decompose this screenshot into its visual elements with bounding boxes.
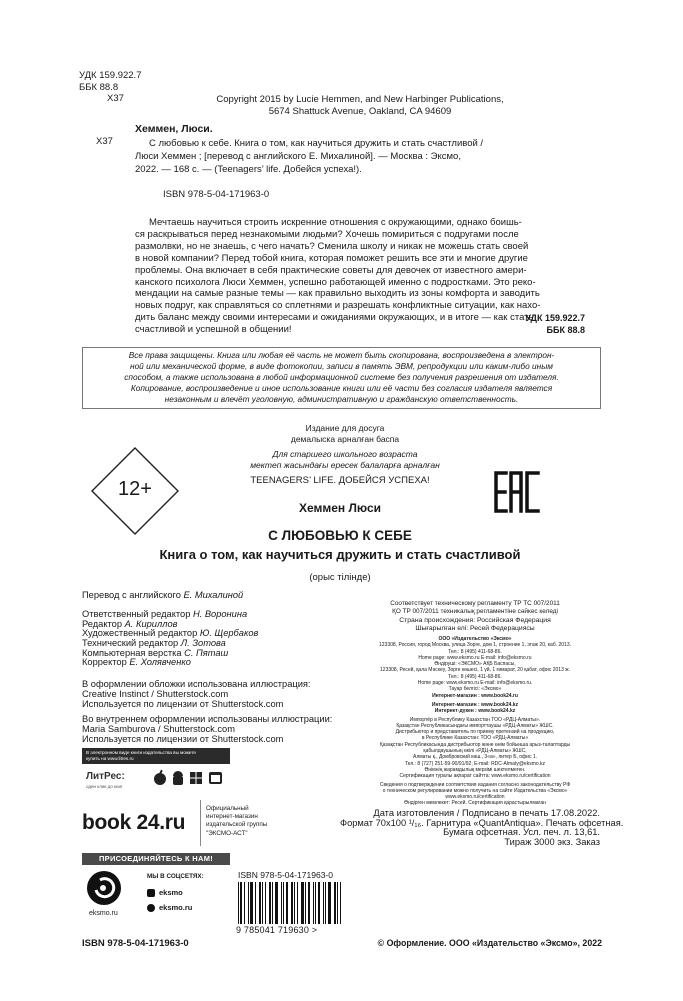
- cover-illus-line: В оформлении обложки использована иллюстрация:: [82, 679, 311, 689]
- eac-mark: [494, 467, 542, 517]
- book-title: С ЛЮБОВЬЮ К СЕБЕ: [268, 528, 412, 543]
- age-rating-badge: [90, 446, 180, 536]
- certification-block: [350, 600, 600, 633]
- plus-icon: [147, 904, 155, 912]
- credit-line: [82, 591, 258, 601]
- biblio-line: 2022. — 168 с. — (Teenagers’ life. Добейся успеха!).: [135, 164, 362, 175]
- isbn-biblio: ISBN 978-5-04-171963-0: [163, 189, 270, 200]
- book24-desc-line: издательской группы: [206, 821, 268, 829]
- cert-line: ҚО ТР 007/2011 техникалық регламентіне сәйкес келеді: [392, 607, 558, 615]
- barcode-bar: [334, 882, 336, 924]
- leisure-note: [240, 423, 450, 445]
- publisher-line: Өндіруші: «ЭКСМО» АҚБ Баспасы,: [434, 661, 516, 668]
- print-info: [340, 808, 624, 848]
- social-list: [147, 885, 192, 915]
- barcode: [238, 882, 348, 924]
- leisure-line: демалыска арналған баспа: [290, 434, 400, 444]
- cover-illus-line: Используется по лицензии от Shutterstock.com: [82, 698, 284, 709]
- copyright-line: Copyright 2015 by Lucie Hemmen, and New Harbinger Publications,: [216, 94, 504, 105]
- udk-top: УДК 159.922.7: [79, 70, 142, 81]
- credits: [82, 591, 258, 668]
- annotation-line: Мечтаешь научиться строить искренние отношения с окружающими, однако боишь-: [149, 217, 522, 228]
- publisher-line: Home page: www.eksmo.ru E-mail: info@eksmo.ru.: [417, 680, 533, 687]
- annotation-line: проблемы. Она включает в себя практические советы для девочек от известного амери-: [135, 264, 527, 276]
- annotation-line: мендации на самые разные темы — как правильно выходить из зоны комфорта и заводить: [135, 288, 540, 300]
- cert-line: Шығарылған елі: Ресей Федерациясы: [415, 625, 535, 633]
- annotation-line: новых подруг, как справляться со сплетнями и разрешать конфликтные ситуации, как нахо-: [135, 300, 541, 312]
- publisher-line: Өндірген мемлекет: Ресей. Сертификация қарастырылмаған: [404, 800, 546, 807]
- book24-logo[interactable]: book 24.ru: [82, 811, 186, 834]
- barcode-bar: [265, 882, 266, 924]
- author-name: Хеммен Люси: [298, 501, 382, 515]
- litres-tagline: один клик до книг: [86, 784, 123, 789]
- barcode-bar: [291, 882, 293, 924]
- litres-logo[interactable]: ЛитРес:: [86, 771, 125, 782]
- barcode-bar: [255, 882, 256, 924]
- publisher-line: Алматы қ., Домбровский көш., 3«а», литер Б, офис 1.: [412, 754, 538, 761]
- age-note-line: мектеп жасындағы ересек балаларға арналған: [250, 460, 440, 470]
- copyright-line: 5674 Shattuck Avenue, Oakland, CA 94609: [268, 105, 452, 117]
- annotation-line: счастливой и успешной в общении!: [135, 324, 292, 336]
- print-info-line: Дата изготовления / Подписано в печать 17.08.2022.: [373, 808, 600, 818]
- browser-icon[interactable]: [209, 772, 222, 784]
- barcode-bar: [250, 882, 253, 924]
- publisher-line: Тел.: 8 (495) 411-68-86.: [448, 648, 502, 655]
- inner-illustration-credit: [82, 715, 332, 744]
- cover-illus-line: Creative Instinct / Shutterstock.com: [82, 688, 229, 699]
- credit-name: Ю. Щербаков: [199, 628, 259, 639]
- publisher-line: Сертификация туралы ақпарат сайтта: www.eksmo.ru/certification: [399, 773, 551, 780]
- ebook-line: В электронном виде книги издательства вы можете: [86, 750, 196, 755]
- barcode-bar: [308, 882, 310, 924]
- publisher-line: 123308, Россия, город Москва, улица Зорге, дом 1, строение 1, этаж 20, каб. 2013.: [379, 642, 571, 649]
- barcode-bar: [325, 882, 326, 924]
- barcode-bar: [286, 882, 288, 924]
- barcode-bar: [337, 882, 338, 924]
- publisher-line: Қазақстан Республикасында дистрибьютор және өнім бойынша арыз-талаптарды: [379, 741, 571, 748]
- annotation-line: размолвки, но не знаешь, с чего начать? Сменила школу и никак не можешь стать своей: [135, 240, 529, 252]
- social-item-site[interactable]: [147, 900, 192, 915]
- book24-desc-line: "ЭКСМО-АСТ": [206, 829, 248, 837]
- barcode-bar: [340, 882, 341, 924]
- publisher-line: Қазақстан Республикасындағы импорттаушы «РДЦ-Алматы» ЖШС.: [396, 722, 554, 729]
- rights-line: ной или механической форме, в виде фотокопии, записи в память ЭВМ, репродукции или каким-либо иным: [130, 361, 553, 371]
- publisher-line: Интернет-магазин : www.book24.ru: [432, 692, 518, 699]
- publisher-line: Home page: www.eksmo.ru E-mail: info@eksmo.ru: [418, 654, 532, 661]
- inner-illus-line: Maria Samburova / Shutterstock.com: [82, 723, 235, 734]
- credit-label: Ответственный редактор: [82, 609, 193, 620]
- barcode-bar: [318, 882, 320, 924]
- barcode-bar: [297, 882, 298, 924]
- barcode-bar: [244, 882, 245, 924]
- language-note: (орыс тілінде): [309, 572, 371, 583]
- annotation-line: дить баланс между своими интересами и ожиданиями окружающих, и в итоге — как стать: [135, 312, 534, 324]
- barcode-bar: [301, 882, 304, 924]
- publisher-line: ООО «Издательство «Эксмо»: [438, 636, 512, 642]
- barcode-bar: [272, 882, 273, 924]
- bbk-bottom: ББК 88.8: [546, 324, 585, 335]
- book24-desc-line: Официальный: [206, 805, 249, 812]
- social-site-label[interactable]: eksmo.ru: [159, 903, 193, 912]
- age-note-line: Для старшего школьного возраста: [272, 449, 418, 459]
- cert-line: Соответствует техническому регламенту ТР ТС 007/2011: [390, 600, 560, 607]
- barcode-bar: [328, 882, 331, 924]
- barcode-bar: [259, 882, 261, 924]
- cert-line: Страна происхождения: Российская Федерация: [399, 617, 551, 625]
- copyright-block: [160, 94, 560, 117]
- catalog-codes-bottom: [480, 313, 585, 336]
- barcode-bar: [313, 882, 314, 924]
- vk-icon: [147, 889, 155, 897]
- android-icon[interactable]: [173, 771, 183, 785]
- annotation-line: в новой компании? Перед тобой книга, которая поможет решить все эти и многие другие: [135, 252, 528, 264]
- book24-desc-line: интернет-магазин: [206, 813, 258, 821]
- ebook-line: купить на www.litres.ru: [86, 756, 134, 761]
- isbn-barcode: ISBN 978-5-04-171963-0: [238, 870, 333, 880]
- rights-line: незаконным и влечёт уголовную, административную и гражданскую ответственность.: [164, 394, 519, 404]
- code-x37-side: Х37: [96, 136, 113, 147]
- publisher-line: Сведения о подтверждении соответствия издания согласно законодательству РФ: [379, 781, 571, 788]
- leisure-line: Издание для досуга: [305, 423, 385, 433]
- credit-name: А. Кириллов: [124, 618, 178, 629]
- book24-description: [206, 805, 267, 838]
- barcode-bars: [238, 882, 348, 924]
- rights-line: Копирование, воспроизведение и иное использование книги или её части без согласия издателя является: [130, 383, 553, 393]
- windows-icon[interactable]: [190, 772, 202, 784]
- social-item-vk[interactable]: [147, 885, 192, 900]
- publisher-line: Тауар белгісі: «Эксмо»: [448, 686, 502, 693]
- publisher-line: о техническом регулировании можно получить на сайте Издательства «Эксмо»: [382, 787, 568, 794]
- barcode-digits: 9 785041 719630 >: [236, 925, 318, 935]
- print-info-line: Бумага офсетная. Усл. печ. л. 13,61.: [443, 827, 600, 838]
- bibliographic-description: [135, 137, 483, 176]
- credit-name: С. Пяташ: [184, 647, 229, 658]
- credit-name: Л. Зотова: [180, 637, 226, 648]
- barcode-bar: [275, 882, 278, 924]
- bbk-top: ББК 88.8: [79, 81, 119, 93]
- print-info-line: Тираж 3000 экз. Заказ: [504, 837, 600, 848]
- barcode-bar: [305, 882, 306, 924]
- cover-illustration-credit: [82, 680, 311, 709]
- credit-name: Е. Холявченко: [129, 657, 191, 668]
- social-heading: МЫ В СОЦСЕТЯХ:: [147, 873, 204, 880]
- inner-illus-line: Используется по лицензии от Shutterstock.com: [82, 733, 284, 744]
- credit-name: Н. Воронина: [192, 609, 248, 620]
- age-note: [230, 449, 460, 471]
- udk-bottom: УДК 159.922.7: [525, 313, 585, 323]
- annotation-line: ся раскрываться перед незнакомыми людьми? Хочешь помириться с подругами после: [135, 228, 519, 240]
- barcode-bar: [269, 882, 271, 924]
- author-heading: Хеммен, Люси.: [135, 123, 213, 135]
- book24-logo-box[interactable]: [82, 800, 201, 846]
- apple-icon[interactable]: [154, 770, 166, 785]
- credit-label: Редактор: [82, 618, 125, 629]
- rights-line: способом, а также использована в любой информационной системе без получения разрешения от издателя.: [124, 372, 559, 382]
- print-info-line: Формат 70x100 ¹/₁₆. Гарнитура «QuantAntiqua». Печать офсетная.: [340, 817, 624, 828]
- barcode-bar: [262, 882, 263, 924]
- eksmo-site[interactable]: eksmo.ru: [89, 910, 118, 917]
- credit-label: Компьютерная верстка: [82, 647, 185, 658]
- publisher-line: Дистрибьютор и представитель по приему претензий на продукцию,: [395, 729, 555, 736]
- barcode-bar: [238, 882, 239, 924]
- publisher-line: Интернет-дүкен : www.book24.kz: [434, 708, 516, 715]
- credit-label: Корректор: [82, 657, 130, 668]
- barcode-bar: [248, 882, 249, 924]
- age-rating: 12+: [118, 478, 152, 500]
- eac-icon: [494, 467, 542, 517]
- design-copyright: © Оформление. ООО «Издательство «Эксмо», 2022: [377, 938, 602, 948]
- annotation-line: канского психолога Люси Хеммен, успешно работающей именно с подростками. Это реко-: [135, 276, 536, 288]
- publisher-line: Интернет-магазин : www.book24.kz: [431, 701, 519, 708]
- book-subtitle: Книга о том, как научиться дружить и стать счастливой: [159, 547, 521, 562]
- ebook-banner: [82, 748, 230, 764]
- rights-notice: [82, 347, 601, 409]
- code-x37-top: Х37: [107, 93, 124, 104]
- barcode-bar: [240, 882, 242, 924]
- publisher-details: [350, 636, 600, 807]
- biblio-line: Люси Хеммен ; [перевод с английского Е. Михалиной]. — Москва : Эксмо,: [135, 151, 461, 162]
- publisher-line: қабылдаушының өкілі «РДЦ-Алматы» ЖШС,: [423, 748, 527, 755]
- catalog-codes-top: [79, 70, 141, 105]
- credit-line: [82, 658, 258, 668]
- inner-illus-line: Во внутреннем оформлении использованы иллюстрации:: [82, 714, 333, 724]
- barcode-bar: [294, 882, 295, 924]
- publisher-line: Тел.: 8 (495) 411-68-86.: [448, 673, 502, 680]
- rights-line: Все права защищены. Книга или любая её часть не может быть скопирована, воспроизведена в электрон-: [128, 350, 555, 360]
- publisher-line: www.eksmo.ru/certification: [445, 794, 505, 801]
- credit-label: Художественный редактор: [82, 628, 200, 639]
- join-banner[interactable]: ПРИСОЕДИНЯЙТЕСЬ К НАМ!: [82, 853, 230, 865]
- social-vk-label[interactable]: eksmo: [159, 888, 183, 897]
- app-store-icons: [152, 769, 230, 787]
- series-name: TEENAGERS’ LIFE. ДОБЕЙСЯ УСПЕХА!: [250, 475, 430, 486]
- isbn-bottom: ISBN 978-5-04-171963-0: [82, 938, 189, 949]
- eksmo-logo[interactable]: [86, 870, 122, 906]
- credit-label: Перевод с английского: [82, 590, 184, 600]
- barcode-bar: [281, 882, 282, 924]
- publisher-line: Импортёр в Республику Казахстан ТОО «РДЦ-Алматы».: [409, 716, 541, 723]
- eksmo-logo-icon: [86, 870, 122, 906]
- biblio-line: С любовью к себе. Книга о том, как научиться дружить и стать счастливой /: [149, 138, 484, 149]
- credit-label: Технический редактор: [82, 637, 181, 648]
- publisher-line: в Республике Казахстан: ТОО «РДЦ-Алматы»: [421, 735, 529, 742]
- publisher-line: Тел.: 8 (727) 251-59-90/91/92; E-mail: RDC-Almaty@eksmo.kz: [404, 760, 546, 767]
- publisher-line: Өнімнің жарамдылық мерзімі шектелмеген.: [424, 766, 526, 773]
- barcode-bar: [323, 882, 324, 924]
- credit-name: Е. Михалиной: [183, 590, 244, 600]
- barcode-bar: [283, 882, 284, 924]
- publisher-line: 123308, Ресей, қала Мәскеу, Зорге көшесі, 1 үй, 1 ғимарат, 20 қабат, офис 2013 ж.: [380, 667, 570, 674]
- barcode-bar: [315, 882, 316, 924]
